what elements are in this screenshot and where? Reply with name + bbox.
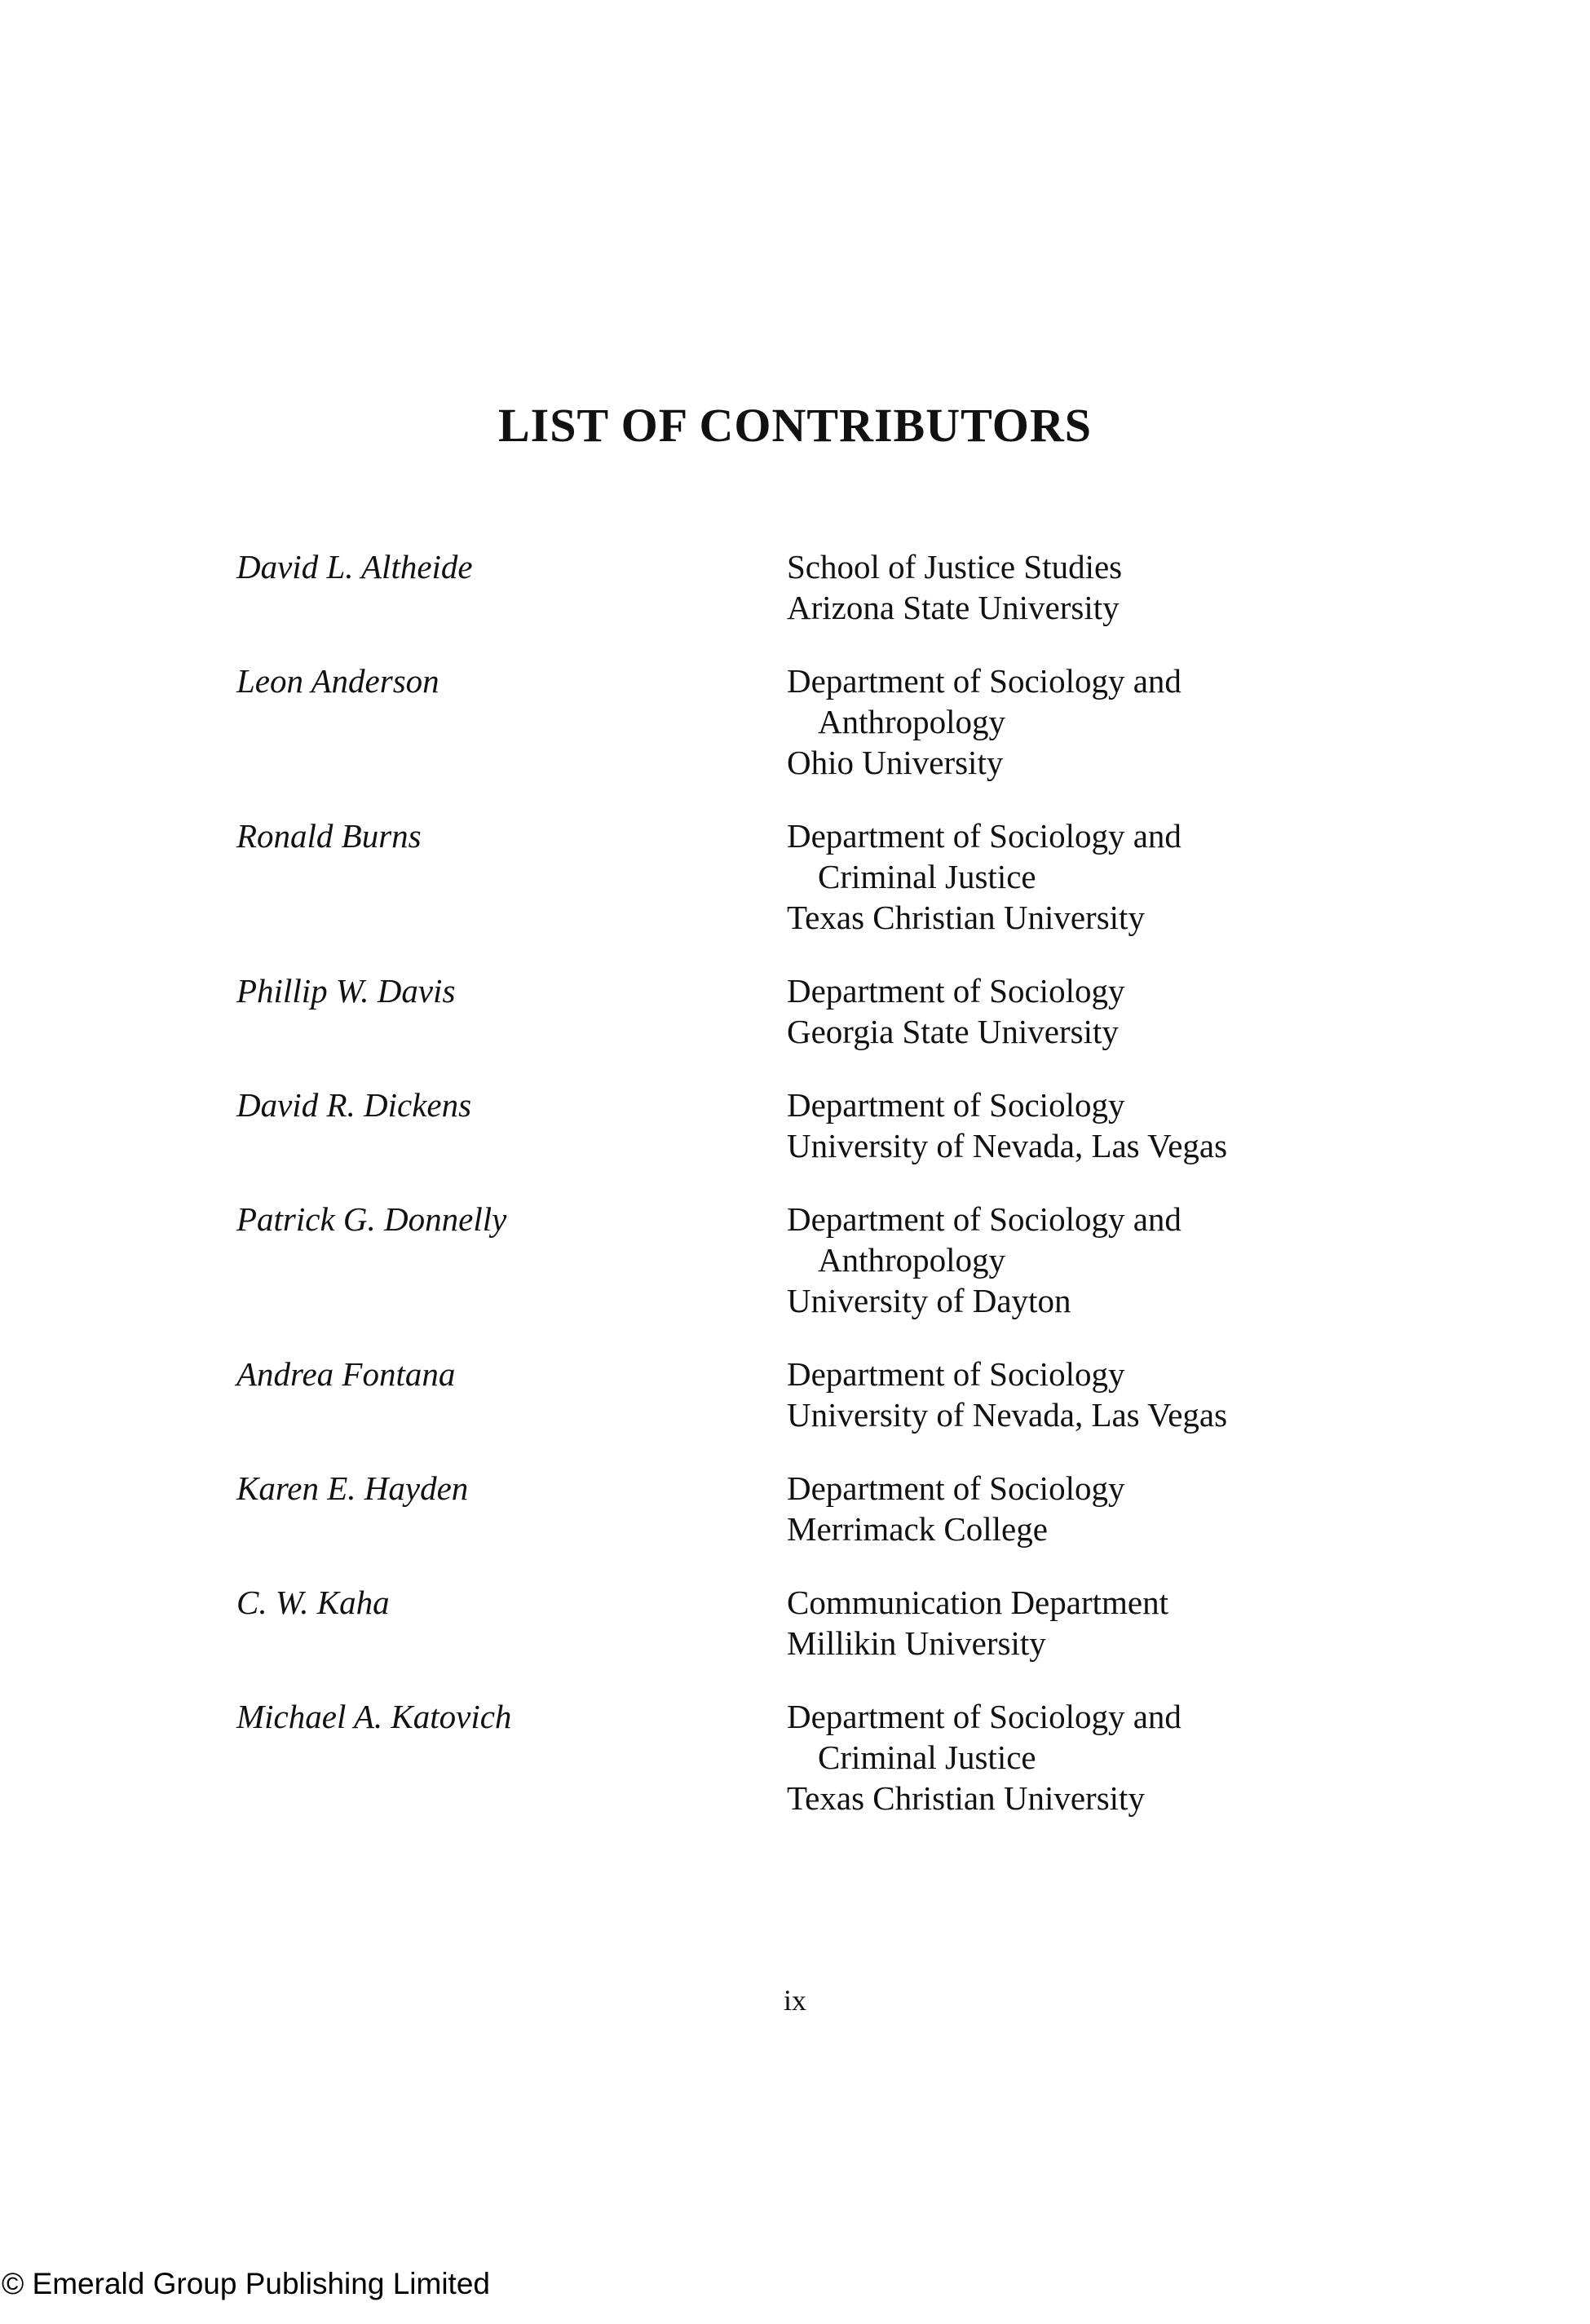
page-number: ix	[783, 1984, 806, 2017]
contributor-affiliation	[787, 1696, 1378, 1818]
contributor-affiliation	[787, 661, 1378, 783]
contributor-name: Karen E. Hayden	[236, 1469, 469, 1507]
affiliation-line: Arizona State University	[787, 589, 1120, 626]
affiliation-line: Criminal Justice	[818, 858, 1036, 895]
affiliation-line: Department of Sociology and	[787, 1698, 1181, 1735]
contributor-affiliation	[787, 1468, 1378, 1549]
affiliation-line: University of Nevada, Las Vegas	[787, 1127, 1228, 1164]
contributor-name: David L. Altheide	[236, 548, 473, 585]
affiliation-line: University of Nevada, Las Vegas	[787, 1396, 1228, 1434]
affiliation-line: Millikin University	[787, 1624, 1046, 1662]
affiliation-line: Criminal Justice	[818, 1739, 1036, 1776]
contributor-name: Patrick G. Donnelly	[236, 1200, 507, 1238]
contributor-name: Leon Anderson	[236, 662, 439, 700]
contributor-entry	[236, 546, 1378, 628]
contributor-entry	[236, 1199, 1378, 1321]
affiliation-line: School of Justice Studies	[787, 548, 1123, 585]
contributor-entry	[236, 1582, 1378, 1663]
contributor-name: Andrea Fontana	[236, 1355, 456, 1393]
contributor-entry	[236, 1354, 1378, 1435]
affiliation-line: Georgia State University	[787, 1013, 1119, 1050]
contributor-name: Ronald Burns	[236, 817, 422, 855]
contributor-entry	[236, 1468, 1378, 1549]
contributor-entry	[236, 1085, 1378, 1166]
affiliation-line: Anthropology	[818, 703, 1006, 740]
contributor-name: Phillip W. Davis	[236, 972, 456, 1010]
page-title: LIST OF CONTRIBUTORS	[497, 399, 1093, 452]
contributor-affiliation	[787, 546, 1378, 628]
contributor-affiliation	[787, 1582, 1378, 1663]
affiliation-line: Department of Sociology	[787, 1355, 1125, 1393]
affiliation-line: Department of Sociology	[787, 1469, 1125, 1507]
affiliation-line: Department of Sociology	[787, 1086, 1125, 1124]
affiliation-line: Department of Sociology and	[787, 662, 1181, 700]
contributor-affiliation	[787, 1085, 1378, 1166]
affiliation-line: Anthropology	[818, 1241, 1006, 1279]
affiliation-line: Department of Sociology and	[787, 1200, 1181, 1238]
affiliation-line: Communication Department	[787, 1584, 1168, 1621]
contributor-entry	[236, 661, 1378, 783]
affiliation-line: Department of Sociology and	[787, 817, 1181, 855]
affiliation-line: Texas Christian University	[787, 899, 1145, 936]
contributor-affiliation	[787, 815, 1378, 938]
contributor-affiliation	[787, 970, 1378, 1052]
contributor-affiliation	[787, 1354, 1378, 1435]
contributor-entry	[236, 815, 1378, 938]
contributor-name: C. W. Kaha	[236, 1584, 390, 1621]
affiliation-line: Merrimack College	[787, 1510, 1048, 1548]
contributor-name: David R. Dickens	[236, 1086, 472, 1124]
copyright-notice: © Emerald Group Publishing Limited	[2, 2267, 490, 2300]
affiliation-line: Texas Christian University	[787, 1779, 1145, 1817]
affiliation-line: University of Dayton	[787, 1282, 1071, 1319]
contributor-list	[236, 546, 1378, 1851]
affiliation-line: Ohio University	[787, 744, 1004, 781]
contributor-entry	[236, 970, 1378, 1052]
contributor-entry	[236, 1696, 1378, 1818]
affiliation-line: Department of Sociology	[787, 972, 1125, 1010]
contributor-affiliation	[787, 1199, 1378, 1321]
contributor-name: Michael A. Katovich	[236, 1698, 512, 1735]
